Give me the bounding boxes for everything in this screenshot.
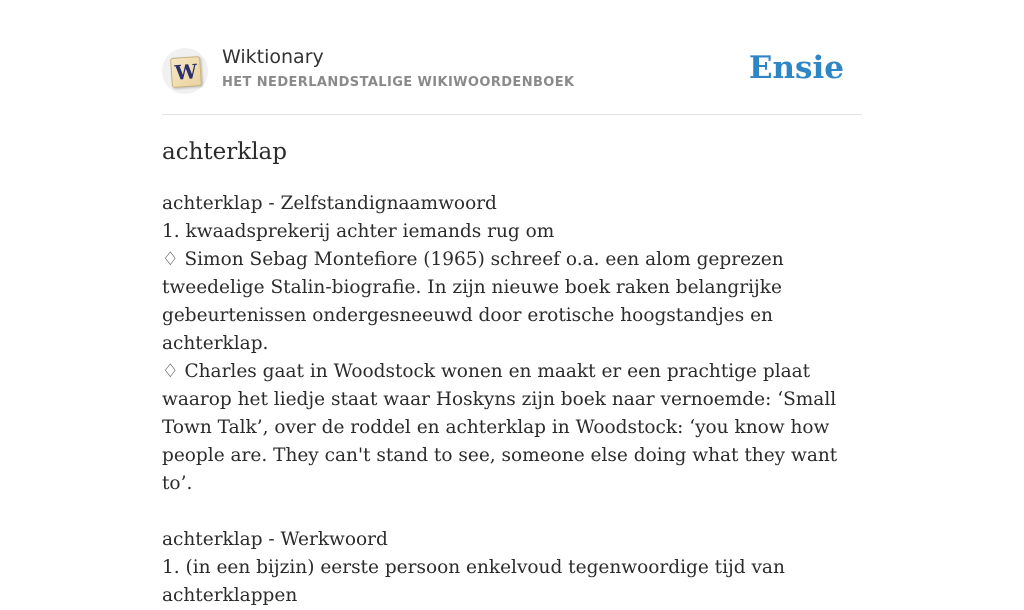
- article: [162, 136, 862, 610]
- example-sentence: ♢ Charles gaat in Woodstock wonen en maakt er een prachtige plaat waarop het liedje staat waar Hoskyns zijn boek naar vernoemde: ‘Small Town Talk’, over de roddel en achterklap in Woodstock: ‘you know how people are. They can't stand to see, someone else doing what they want to’.: [162, 361, 838, 494]
- logo-letter: W: [173, 59, 199, 85]
- logo-tile-icon: [170, 56, 202, 88]
- entry-verb: [162, 526, 862, 610]
- site-title[interactable]: Wiktionary: [222, 46, 324, 68]
- ensie-brand-logo[interactable]: Ensie: [748, 50, 844, 86]
- entry-definition: 1. (in een bijzin) eerste persoon enkelvoud tegenwoordige tijd van achterklappen: [162, 557, 785, 606]
- entry-heading: achterklap - Werkwoord: [162, 529, 388, 550]
- site-header: [162, 44, 862, 115]
- wiktionary-logo[interactable]: [162, 48, 208, 94]
- entry-heading: achterklap - Zelfstandignaamwoord: [162, 193, 497, 214]
- site-subtitle: HET NEDERLANDSTALIGE WIKIWOORDENBOEK: [222, 75, 575, 90]
- entry-definition: 1. kwaadsprekerij achter iemands rug om: [162, 221, 555, 242]
- page-title: achterklap: [162, 139, 287, 165]
- example-sentence: ♢ Simon Sebag Montefiore (1965) schreef o.a. een alom geprezen tweedelige Stalin-biografie. In zijn nieuwe boek raken belangrijke gebeurtenissen ondergesneeuwd door erotische hoogstandjes en achterklap.: [162, 249, 784, 354]
- entry-divider: [162, 498, 862, 526]
- entry-noun: [162, 190, 862, 498]
